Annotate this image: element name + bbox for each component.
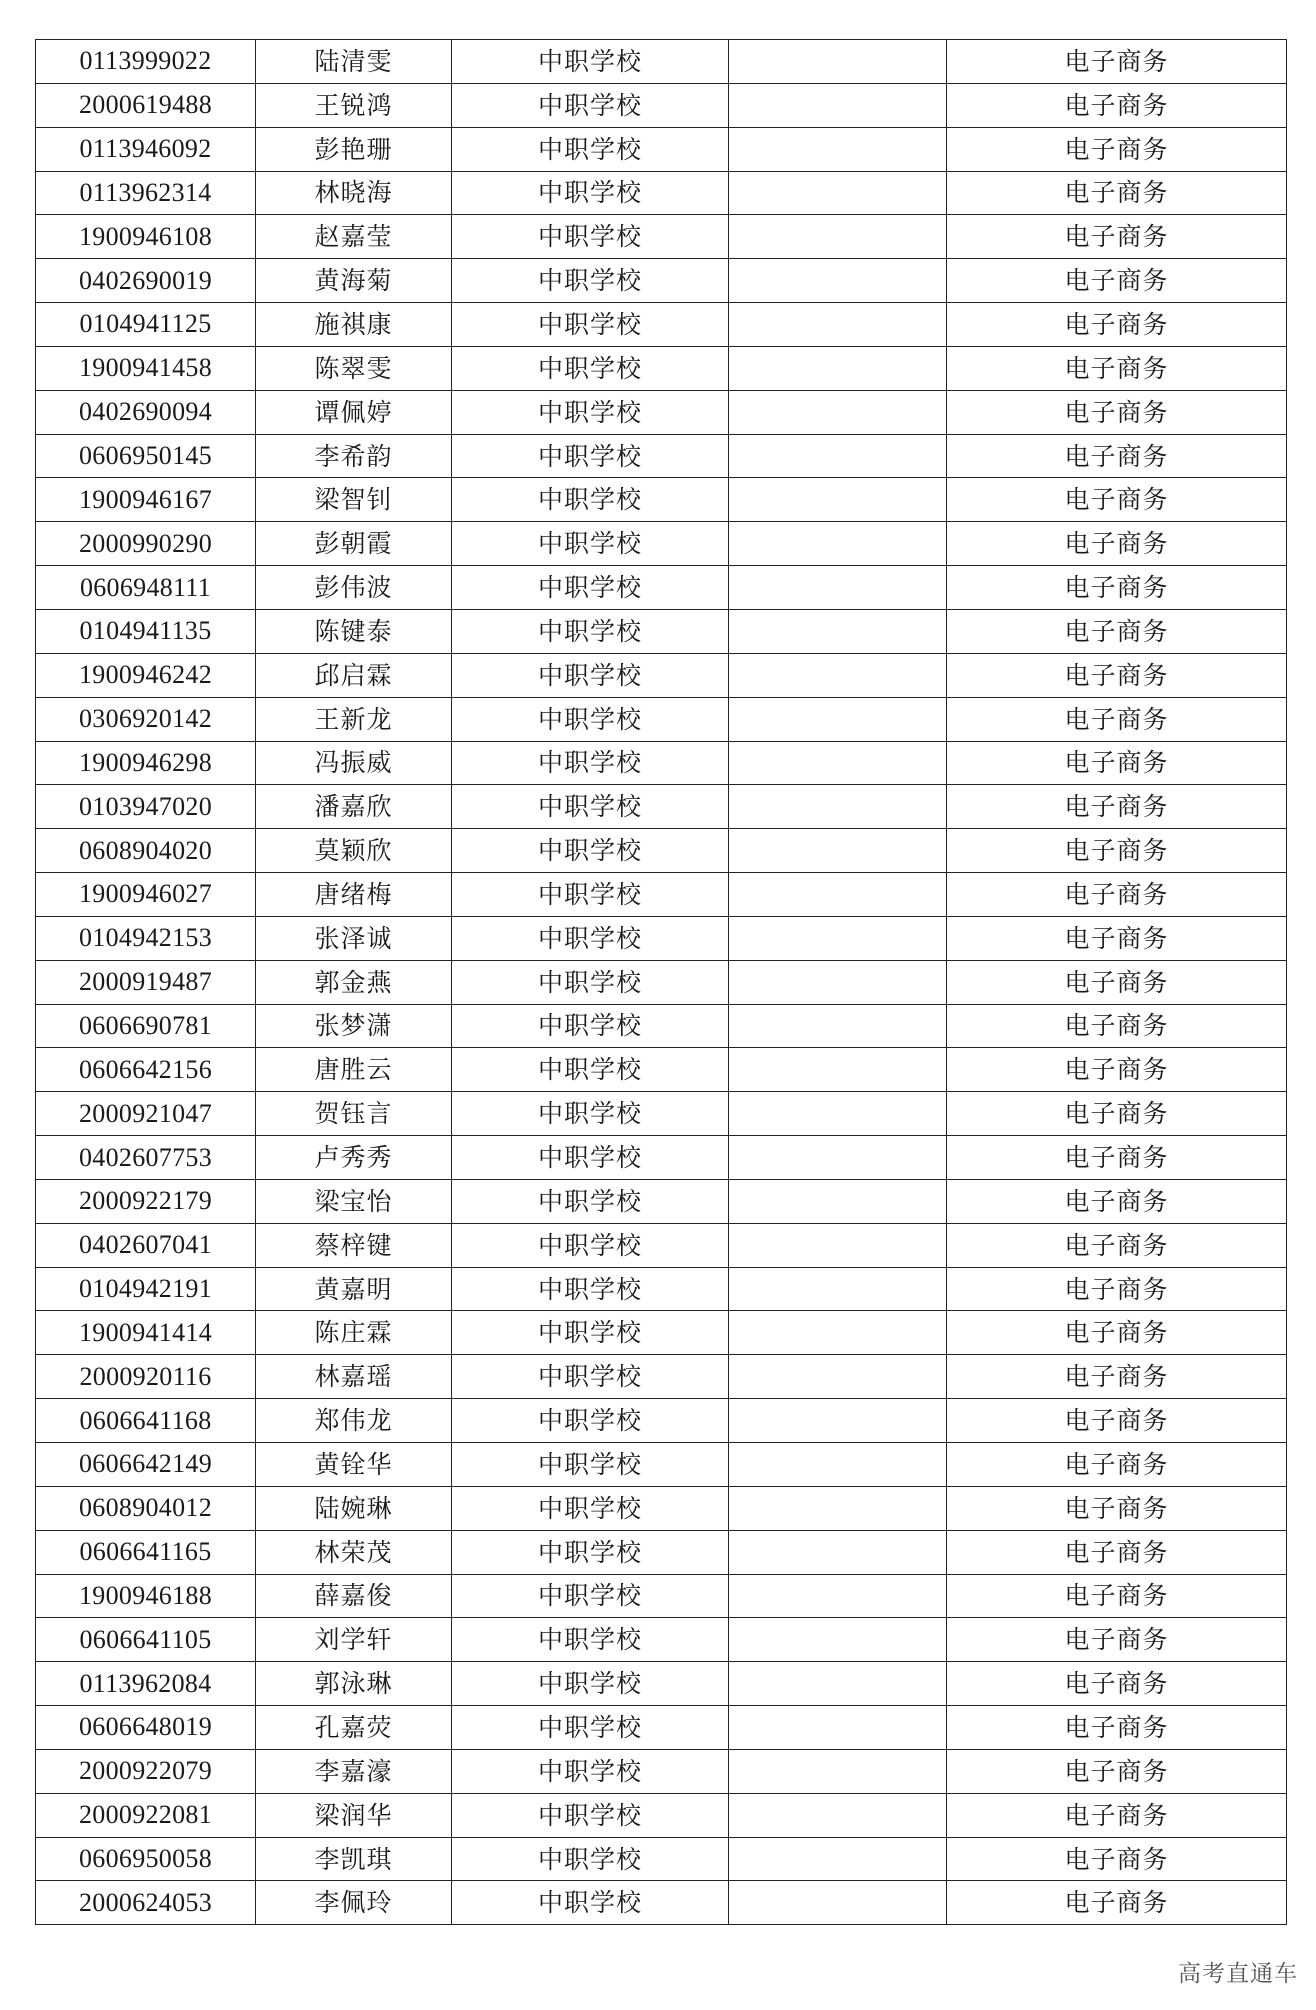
school-type-cell: 中职学校 [452,434,729,478]
school-type-cell: 中职学校 [452,1530,729,1574]
empty-cell [729,1048,947,1092]
student-name-cell: 梁润华 [256,1793,452,1837]
school-type-cell: 中职学校 [452,1179,729,1223]
school-type-cell: 中职学校 [452,346,729,390]
candidate-id-cell: 0606641105 [36,1618,256,1662]
empty-cell [729,609,947,653]
school-type-cell: 中职学校 [452,478,729,522]
candidate-id-cell: 2000922079 [36,1749,256,1793]
table-row [36,829,1287,873]
student-name-cell: 彭艳珊 [256,127,452,171]
student-name-cell: 邱启霖 [256,653,452,697]
school-type-cell: 中职学校 [452,873,729,917]
school-type-cell: 中职学校 [452,40,729,84]
empty-cell [729,83,947,127]
school-type-cell: 中职学校 [452,1136,729,1180]
student-name-cell: 李凯琪 [256,1837,452,1881]
student-name-cell: 黄铨华 [256,1443,452,1487]
major-cell: 电子商务 [947,566,1287,610]
table-row [36,1530,1287,1574]
major-cell: 电子商务 [947,1486,1287,1530]
major-cell: 电子商务 [947,1223,1287,1267]
student-name-cell: 林晓海 [256,171,452,215]
empty-cell [729,1223,947,1267]
candidate-id-cell: 0113999022 [36,40,256,84]
major-cell: 电子商务 [947,697,1287,741]
table-row [36,1486,1287,1530]
student-name-cell: 刘学轩 [256,1618,452,1662]
school-type-cell: 中职学校 [452,785,729,829]
table-row [36,259,1287,303]
empty-cell [729,1530,947,1574]
table-row [36,1837,1287,1881]
student-name-cell: 陆婉琳 [256,1486,452,1530]
table-row [36,1355,1287,1399]
school-type-cell: 中职学校 [452,127,729,171]
candidate-id-cell: 0103947020 [36,785,256,829]
major-cell: 电子商务 [947,127,1287,171]
candidate-id-cell: 2000919487 [36,960,256,1004]
empty-cell [729,785,947,829]
table-row [36,478,1287,522]
table-row [36,960,1287,1004]
empty-cell [729,960,947,1004]
major-cell: 电子商务 [947,1179,1287,1223]
candidate-id-cell: 0104941125 [36,303,256,347]
major-cell: 电子商务 [947,522,1287,566]
student-name-cell: 谭佩婷 [256,390,452,434]
table-row [36,741,1287,785]
student-name-cell: 彭伟波 [256,566,452,610]
empty-cell [729,1136,947,1180]
table-row [36,609,1287,653]
student-name-cell: 梁宝怡 [256,1179,452,1223]
student-name-cell: 薛嘉俊 [256,1574,452,1618]
candidate-id-cell: 1900946242 [36,653,256,697]
candidate-id-cell: 0402690094 [36,390,256,434]
admission-list-table [35,39,1287,1925]
school-type-cell: 中职学校 [452,960,729,1004]
empty-cell [729,1706,947,1750]
empty-cell [729,1618,947,1662]
empty-cell [729,1443,947,1487]
student-name-cell: 郑伟龙 [256,1399,452,1443]
table-row [36,916,1287,960]
empty-cell [729,1399,947,1443]
major-cell: 电子商务 [947,1574,1287,1618]
table-row [36,566,1287,610]
candidate-id-cell: 0104942191 [36,1267,256,1311]
school-type-cell: 中职学校 [452,1223,729,1267]
major-cell: 电子商务 [947,785,1287,829]
student-name-cell: 郭泳琳 [256,1662,452,1706]
table-row [36,697,1287,741]
empty-cell [729,522,947,566]
candidate-id-cell: 0113946092 [36,127,256,171]
table-row [36,127,1287,171]
candidate-id-cell: 0608904020 [36,829,256,873]
school-type-cell: 中职学校 [452,741,729,785]
table-row [36,83,1287,127]
candidate-id-cell: 0606690781 [36,1004,256,1048]
student-name-cell: 李佩玲 [256,1881,452,1925]
candidate-id-cell: 1900946167 [36,478,256,522]
table-row [36,1136,1287,1180]
student-name-cell: 贺钰言 [256,1092,452,1136]
major-cell: 电子商务 [947,1355,1287,1399]
school-type-cell: 中职学校 [452,1574,729,1618]
table-row [36,1179,1287,1223]
student-name-cell: 莫颖欣 [256,829,452,873]
empty-cell [729,1092,947,1136]
school-type-cell: 中职学校 [452,916,729,960]
candidate-id-cell: 0606641168 [36,1399,256,1443]
candidate-id-cell: 0606950058 [36,1837,256,1881]
major-cell: 电子商务 [947,741,1287,785]
candidate-id-cell: 0606641165 [36,1530,256,1574]
student-name-cell: 潘嘉欣 [256,785,452,829]
table-row [36,1793,1287,1837]
table-row [36,1618,1287,1662]
candidate-id-cell: 0402607753 [36,1136,256,1180]
empty-cell [729,916,947,960]
school-type-cell: 中职学校 [452,1881,729,1925]
candidate-id-cell: 2000624053 [36,1881,256,1925]
table-row [36,873,1287,917]
table-row [36,1574,1287,1618]
candidate-id-cell: 2000990290 [36,522,256,566]
school-type-cell: 中职学校 [452,1355,729,1399]
empty-cell [729,829,947,873]
student-name-cell: 蔡梓键 [256,1223,452,1267]
empty-cell [729,1574,947,1618]
table-row [36,40,1287,84]
table-row [36,390,1287,434]
table-row [36,1223,1287,1267]
empty-cell [729,390,947,434]
major-cell: 电子商务 [947,1399,1287,1443]
empty-cell [729,1267,947,1311]
empty-cell [729,478,947,522]
table-row [36,1092,1287,1136]
major-cell: 电子商务 [947,1618,1287,1662]
school-type-cell: 中职学校 [452,1749,729,1793]
table-row [36,1881,1287,1925]
empty-cell [729,1179,947,1223]
major-cell: 电子商务 [947,215,1287,259]
student-name-cell: 陆清雯 [256,40,452,84]
school-type-cell: 中职学校 [452,171,729,215]
school-type-cell: 中职学校 [452,303,729,347]
empty-cell [729,741,947,785]
empty-cell [729,1881,947,1925]
empty-cell [729,1004,947,1048]
candidate-id-cell: 1900946108 [36,215,256,259]
major-cell: 电子商务 [947,40,1287,84]
major-cell: 电子商务 [947,83,1287,127]
candidate-id-cell: 1900946188 [36,1574,256,1618]
major-cell: 电子商务 [947,1048,1287,1092]
student-name-cell: 张泽诚 [256,916,452,960]
table-row [36,1048,1287,1092]
candidate-id-cell: 1900946298 [36,741,256,785]
student-name-cell: 施祺康 [256,303,452,347]
student-name-cell: 黄嘉明 [256,1267,452,1311]
major-cell: 电子商务 [947,1311,1287,1355]
school-type-cell: 中职学校 [452,390,729,434]
candidate-id-cell: 0606948111 [36,566,256,610]
empty-cell [729,697,947,741]
student-name-cell: 梁智钊 [256,478,452,522]
empty-cell [729,653,947,697]
empty-cell [729,1311,947,1355]
table-row [36,1662,1287,1706]
table-row [36,1311,1287,1355]
school-type-cell: 中职学校 [452,83,729,127]
major-cell: 电子商务 [947,1837,1287,1881]
school-type-cell: 中职学校 [452,1399,729,1443]
student-name-cell: 王新龙 [256,697,452,741]
major-cell: 电子商务 [947,873,1287,917]
major-cell: 电子商务 [947,1793,1287,1837]
school-type-cell: 中职学校 [452,522,729,566]
candidate-id-cell: 0306920142 [36,697,256,741]
empty-cell [729,1355,947,1399]
school-type-cell: 中职学校 [452,1004,729,1048]
table-row [36,785,1287,829]
table-row [36,215,1287,259]
empty-cell [729,566,947,610]
empty-cell [729,259,947,303]
empty-cell [729,171,947,215]
table-row [36,171,1287,215]
major-cell: 电子商务 [947,1530,1287,1574]
table-row [36,303,1287,347]
candidate-id-cell: 2000619488 [36,83,256,127]
candidate-id-cell: 2000922179 [36,1179,256,1223]
school-type-cell: 中职学校 [452,1443,729,1487]
candidate-id-cell: 2000922081 [36,1793,256,1837]
student-name-cell: 陈庄霖 [256,1311,452,1355]
school-type-cell: 中职学校 [452,1662,729,1706]
empty-cell [729,873,947,917]
major-cell: 电子商务 [947,916,1287,960]
major-cell: 电子商务 [947,390,1287,434]
student-name-cell: 郭金燕 [256,960,452,1004]
major-cell: 电子商务 [947,1004,1287,1048]
candidate-id-cell: 0104942153 [36,916,256,960]
school-type-cell: 中职学校 [452,1618,729,1662]
student-name-cell: 陈键泰 [256,609,452,653]
candidate-id-cell: 1900946027 [36,873,256,917]
school-type-cell: 中职学校 [452,1048,729,1092]
major-cell: 电子商务 [947,1881,1287,1925]
table-row [36,653,1287,697]
school-type-cell: 中职学校 [452,829,729,873]
table-row [36,346,1287,390]
school-type-cell: 中职学校 [452,1837,729,1881]
empty-cell [729,1749,947,1793]
candidate-id-cell: 0104941135 [36,609,256,653]
student-name-cell: 张梦潇 [256,1004,452,1048]
major-cell: 电子商务 [947,653,1287,697]
table-row [36,1267,1287,1311]
admission-list-body [36,40,1287,1925]
major-cell: 电子商务 [947,1749,1287,1793]
empty-cell [729,434,947,478]
school-type-cell: 中职学校 [452,1092,729,1136]
major-cell: 电子商务 [947,1092,1287,1136]
school-type-cell: 中职学校 [452,1706,729,1750]
major-cell: 电子商务 [947,171,1287,215]
candidate-id-cell: 0402690019 [36,259,256,303]
candidate-id-cell: 0606642156 [36,1048,256,1092]
candidate-id-cell: 0113962084 [36,1662,256,1706]
major-cell: 电子商务 [947,609,1287,653]
student-name-cell: 黄海菊 [256,259,452,303]
empty-cell [729,1837,947,1881]
table-row [36,1443,1287,1487]
school-type-cell: 中职学校 [452,1311,729,1355]
candidate-id-cell: 0113962314 [36,171,256,215]
empty-cell [729,1486,947,1530]
candidate-id-cell: 0608904012 [36,1486,256,1530]
candidate-id-cell: 0606642149 [36,1443,256,1487]
major-cell: 电子商务 [947,1706,1287,1750]
major-cell: 电子商务 [947,303,1287,347]
major-cell: 电子商务 [947,1662,1287,1706]
school-type-cell: 中职学校 [452,697,729,741]
student-name-cell: 陈翠雯 [256,346,452,390]
student-name-cell: 赵嘉莹 [256,215,452,259]
candidate-id-cell: 0402607041 [36,1223,256,1267]
major-cell: 电子商务 [947,434,1287,478]
school-type-cell: 中职学校 [452,1267,729,1311]
major-cell: 电子商务 [947,346,1287,390]
empty-cell [729,1662,947,1706]
empty-cell [729,346,947,390]
student-name-cell: 唐胜云 [256,1048,452,1092]
table-row [36,1706,1287,1750]
student-name-cell: 林荣茂 [256,1530,452,1574]
major-cell: 电子商务 [947,1443,1287,1487]
candidate-id-cell: 2000920116 [36,1355,256,1399]
table-row [36,522,1287,566]
student-name-cell: 王锐鸿 [256,83,452,127]
empty-cell [729,40,947,84]
major-cell: 电子商务 [947,829,1287,873]
student-name-cell: 彭朝霞 [256,522,452,566]
major-cell: 电子商务 [947,478,1287,522]
school-type-cell: 中职学校 [452,1486,729,1530]
student-name-cell: 李嘉濠 [256,1749,452,1793]
student-name-cell: 卢秀秀 [256,1136,452,1180]
table-row [36,1004,1287,1048]
student-name-cell: 孔嘉荧 [256,1706,452,1750]
major-cell: 电子商务 [947,1136,1287,1180]
school-type-cell: 中职学校 [452,259,729,303]
school-type-cell: 中职学校 [452,609,729,653]
candidate-id-cell: 0606950145 [36,434,256,478]
candidate-id-cell: 0606648019 [36,1706,256,1750]
major-cell: 电子商务 [947,1267,1287,1311]
table-row [36,434,1287,478]
school-type-cell: 中职学校 [452,566,729,610]
empty-cell [729,215,947,259]
candidate-id-cell: 1900941414 [36,1311,256,1355]
table-row [36,1749,1287,1793]
school-type-cell: 中职学校 [452,215,729,259]
school-type-cell: 中职学校 [452,653,729,697]
table-row [36,1399,1287,1443]
empty-cell [729,127,947,171]
candidate-id-cell: 1900941458 [36,346,256,390]
school-type-cell: 中职学校 [452,1793,729,1837]
candidate-id-cell: 2000921047 [36,1092,256,1136]
student-name-cell: 唐绪梅 [256,873,452,917]
student-name-cell: 冯振威 [256,741,452,785]
empty-cell [729,1793,947,1837]
major-cell: 电子商务 [947,960,1287,1004]
watermark-text: 高考直通车 [1178,1961,1298,1987]
empty-cell [729,303,947,347]
major-cell: 电子商务 [947,259,1287,303]
student-name-cell: 林嘉瑶 [256,1355,452,1399]
student-name-cell: 李希韵 [256,434,452,478]
